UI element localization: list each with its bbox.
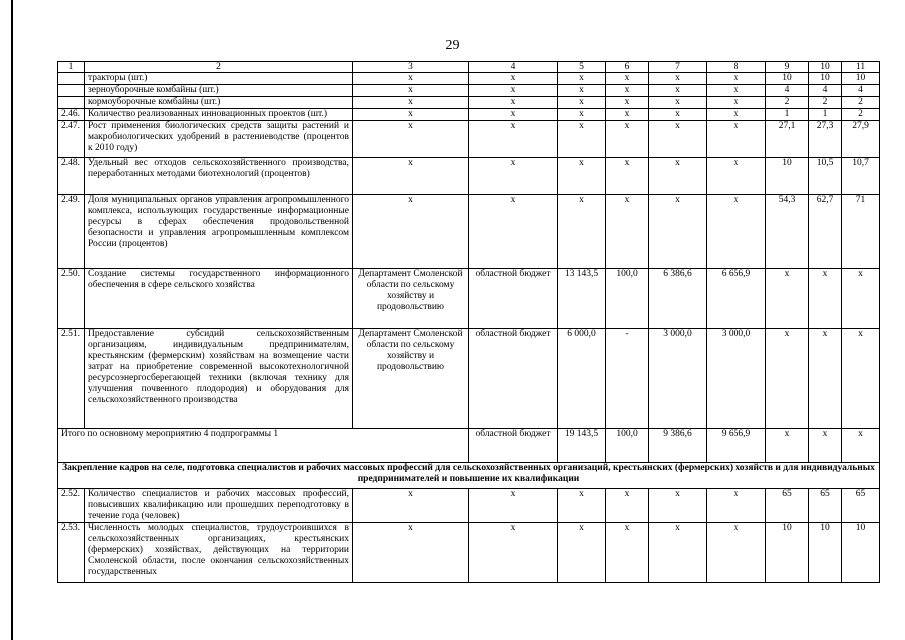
column-number: 3 bbox=[353, 62, 469, 73]
funding-source-cell: областной бюджет bbox=[469, 269, 558, 329]
funding-source-cell: x bbox=[469, 489, 558, 523]
total-amount-cell: x bbox=[558, 73, 606, 85]
indicator-name: Количество специалистов и рабочих массовых профессий, повысивших квалификацию или прошедших переподготовку в течение года (человек) bbox=[85, 489, 353, 523]
value-2018-cell: 54,3 bbox=[766, 195, 809, 269]
row-number: 2.52. bbox=[58, 489, 85, 523]
total-amount-cell: x bbox=[558, 97, 606, 109]
total-amount-cell: x bbox=[558, 195, 606, 269]
table-row bbox=[58, 109, 880, 121]
share-cell: x bbox=[606, 73, 649, 85]
column-number: 4 bbox=[469, 62, 558, 73]
total-total-amount-cell: 19 143,5 bbox=[558, 429, 606, 463]
year-2015-cell: 3 000,0 bbox=[649, 329, 707, 429]
indicator-name: зерноуборочные комбайны (шт.) bbox=[85, 85, 353, 97]
value-2018-cell: 65 bbox=[766, 489, 809, 523]
table-row bbox=[58, 523, 880, 583]
value-2018-cell: 10 bbox=[766, 523, 809, 583]
share-cell: 100,0 bbox=[606, 269, 649, 329]
table-row bbox=[58, 269, 880, 329]
indicator-name: Количество реализованных инновационных проектов (шт.) bbox=[85, 109, 353, 121]
total-value-2020-cell: x bbox=[842, 429, 880, 463]
executor-cell: x bbox=[353, 85, 469, 97]
share-cell: x bbox=[606, 97, 649, 109]
year-2015-cell: x bbox=[649, 489, 707, 523]
executor-cell: Департамент Смоленской области по сельскому хозяйству и продовольствию bbox=[353, 269, 469, 329]
column-number: 9 bbox=[766, 62, 809, 73]
row-number: 2.46. bbox=[58, 109, 85, 121]
funding-source-cell: x bbox=[469, 73, 558, 85]
share-cell: x bbox=[606, 489, 649, 523]
value-2020-cell: 4 bbox=[842, 85, 880, 97]
total-amount-cell: x bbox=[558, 523, 606, 583]
value-2020-cell: x bbox=[842, 269, 880, 329]
value-2018-cell: 10 bbox=[766, 73, 809, 85]
indicator-name: Создание системы государственного информационного обеспечения в сфере сельского хозяйства bbox=[85, 269, 353, 329]
year-2015-cell: x bbox=[649, 121, 707, 158]
share-cell: x bbox=[606, 121, 649, 158]
total-year-2015-cell: 9 386,6 bbox=[649, 429, 707, 463]
funding-source-cell: x bbox=[469, 158, 558, 195]
total-year-2016-cell: 9 656,9 bbox=[707, 429, 766, 463]
value-2020-cell: x bbox=[842, 329, 880, 429]
indicator-name: Рост применения биологических средств защиты растений и макробиологических удобрений в растениеводстве (процентов к 2010 году) bbox=[85, 121, 353, 158]
table-row bbox=[58, 195, 880, 269]
indicator-name: тракторы (шт.) bbox=[85, 73, 353, 85]
row-number: 2.50. bbox=[58, 269, 85, 329]
year-2015-cell: x bbox=[649, 97, 707, 109]
year-2015-cell: 6 386,6 bbox=[649, 269, 707, 329]
value-2019-cell: 27,3 bbox=[809, 121, 842, 158]
year-2016-cell: x bbox=[707, 523, 766, 583]
indicator-name: Предоставление субсидий сельскохозяйственным организациям, индивидуальным предпринимателям, крестьянским (фермерским) хозяйствам на возмещение части затрат на приобретение современной высокотехнологичной ресурсоэнергосберегающей техники (включая технику для улучшения почвенного плодородия) и оборудования для сельскохозяйственного производства bbox=[85, 329, 353, 429]
funding-source-cell: x bbox=[469, 109, 558, 121]
total-amount-cell: x bbox=[558, 489, 606, 523]
indicator-name: кормоуборочные комбайны (шт.) bbox=[85, 97, 353, 109]
value-2019-cell: 10 bbox=[809, 523, 842, 583]
value-2020-cell: 2 bbox=[842, 97, 880, 109]
value-2019-cell: 62,7 bbox=[809, 195, 842, 269]
executor-cell: x bbox=[353, 73, 469, 85]
program-table bbox=[57, 61, 880, 583]
value-2020-cell: 71 bbox=[842, 195, 880, 269]
share-cell: - bbox=[606, 329, 649, 429]
funding-source-cell: x bbox=[469, 85, 558, 97]
column-number: 8 bbox=[707, 62, 766, 73]
executor-cell: x bbox=[353, 109, 469, 121]
value-2018-cell: 10 bbox=[766, 158, 809, 195]
total-amount-cell: x bbox=[558, 85, 606, 97]
value-2018-cell: x bbox=[766, 269, 809, 329]
column-number-row bbox=[58, 62, 880, 73]
column-number: 11 bbox=[842, 62, 880, 73]
value-2020-cell: 10 bbox=[842, 523, 880, 583]
value-2019-cell: x bbox=[809, 329, 842, 429]
year-2016-cell: x bbox=[707, 85, 766, 97]
value-2019-cell: 1 bbox=[809, 109, 842, 121]
year-2015-cell: x bbox=[649, 73, 707, 85]
indicator-name: Удельный вес отходов сельскохозяйственного производства, переработанных методами биотехнологий (процентов) bbox=[85, 158, 353, 195]
table-body bbox=[58, 62, 880, 583]
page-left-edge-line bbox=[11, 0, 13, 640]
value-2018-cell: 2 bbox=[766, 97, 809, 109]
value-2019-cell: 65 bbox=[809, 489, 842, 523]
total-amount-cell: x bbox=[558, 109, 606, 121]
value-2019-cell: 2 bbox=[809, 97, 842, 109]
row-number: 2.48. bbox=[58, 158, 85, 195]
indicator-name: Доля муниципальных органов управления агропромышленного комплекса, использующих государственные информационные ресурсы в сферах обеспечения продовольственной безопасности и управления агропромышленным комплексом России (процентов) bbox=[85, 195, 353, 269]
table-row bbox=[58, 158, 880, 195]
year-2016-cell: x bbox=[707, 158, 766, 195]
row-number bbox=[58, 85, 85, 97]
row-number: 2.53. bbox=[58, 523, 85, 583]
value-2019-cell: 10 bbox=[809, 73, 842, 85]
total-row bbox=[58, 429, 880, 463]
year-2016-cell: 6 656,9 bbox=[707, 269, 766, 329]
value-2020-cell: 27,9 bbox=[842, 121, 880, 158]
year-2015-cell: x bbox=[649, 109, 707, 121]
executor-cell: x bbox=[353, 97, 469, 109]
funding-source-cell: x bbox=[469, 97, 558, 109]
total-label: Итого по основному мероприятию 4 подпрограммы 1 bbox=[58, 429, 469, 463]
year-2015-cell: x bbox=[649, 85, 707, 97]
year-2016-cell: x bbox=[707, 121, 766, 158]
row-number bbox=[58, 73, 85, 85]
value-2019-cell: 10,5 bbox=[809, 158, 842, 195]
value-2018-cell: 1 bbox=[766, 109, 809, 121]
share-cell: x bbox=[606, 109, 649, 121]
table-row bbox=[58, 73, 880, 85]
value-2020-cell: 2 bbox=[842, 109, 880, 121]
column-number: 5 bbox=[558, 62, 606, 73]
table-row bbox=[58, 121, 880, 158]
column-number: 6 bbox=[606, 62, 649, 73]
row-number bbox=[58, 97, 85, 109]
share-cell: x bbox=[606, 85, 649, 97]
share-cell: x bbox=[606, 523, 649, 583]
executor-cell: x bbox=[353, 195, 469, 269]
value-2019-cell: x bbox=[809, 269, 842, 329]
table-row bbox=[58, 97, 880, 109]
column-number: 7 bbox=[649, 62, 707, 73]
page-number: 29 bbox=[445, 38, 460, 53]
table-row bbox=[58, 489, 880, 523]
table-row bbox=[58, 85, 880, 97]
total-amount-cell: 6 000,0 bbox=[558, 329, 606, 429]
executor-cell: x bbox=[353, 121, 469, 158]
year-2016-cell: x bbox=[707, 109, 766, 121]
executor-cell: x bbox=[353, 489, 469, 523]
value-2020-cell: 65 bbox=[842, 489, 880, 523]
total-value-2018-cell: x bbox=[766, 429, 809, 463]
funding-source-cell: x bbox=[469, 121, 558, 158]
total-value-2019-cell: x bbox=[809, 429, 842, 463]
share-cell: x bbox=[606, 158, 649, 195]
funding-source-cell: областной бюджет bbox=[469, 329, 558, 429]
row-number: 2.51. bbox=[58, 329, 85, 429]
total-share-cell: 100,0 bbox=[606, 429, 649, 463]
total-amount-cell: 13 143,5 bbox=[558, 269, 606, 329]
column-number: 1 bbox=[58, 62, 85, 73]
total-amount-cell: x bbox=[558, 158, 606, 195]
row-number: 2.49. bbox=[58, 195, 85, 269]
total-funding-source-cell: областной бюджет bbox=[469, 429, 558, 463]
executor-cell: x bbox=[353, 158, 469, 195]
total-amount-cell: x bbox=[558, 121, 606, 158]
funding-source-cell: x bbox=[469, 523, 558, 583]
column-number: 2 bbox=[85, 62, 353, 73]
section-row bbox=[58, 463, 880, 489]
value-2018-cell: 4 bbox=[766, 85, 809, 97]
funding-source-cell: x bbox=[469, 195, 558, 269]
year-2016-cell: x bbox=[707, 195, 766, 269]
value-2018-cell: 27,1 bbox=[766, 121, 809, 158]
year-2015-cell: x bbox=[649, 158, 707, 195]
year-2016-cell: 3 000,0 bbox=[707, 329, 766, 429]
section-title: Закрепление кадров на селе, подготовка специалистов и рабочих массовых профессий для сельскохозяйственных организаций, крестьянских (фермерских) хозяйств и для индивидуальных предпринимателей и повышение их квалификации bbox=[58, 463, 880, 489]
year-2016-cell: x bbox=[707, 489, 766, 523]
share-cell: x bbox=[606, 195, 649, 269]
value-2020-cell: 10,7 bbox=[842, 158, 880, 195]
executor-cell: Департамент Смоленской области по сельскому хозяйству и продовольствию bbox=[353, 329, 469, 429]
value-2020-cell: 10 bbox=[842, 73, 880, 85]
row-number: 2.47. bbox=[58, 121, 85, 158]
executor-cell: x bbox=[353, 523, 469, 583]
year-2015-cell: x bbox=[649, 195, 707, 269]
table-row bbox=[58, 329, 880, 429]
value-2018-cell: x bbox=[766, 329, 809, 429]
year-2016-cell: x bbox=[707, 73, 766, 85]
indicator-name: Численность молодых специалистов, трудоустроившихся в сельскохозяйственных организациях, крестьянских (фермерских) хозяйствах, действующих на территории Смоленской области, после окончания сельскохозяйственных государственных bbox=[85, 523, 353, 583]
value-2019-cell: 4 bbox=[809, 85, 842, 97]
year-2015-cell: x bbox=[649, 523, 707, 583]
year-2016-cell: x bbox=[707, 97, 766, 109]
column-number: 10 bbox=[809, 62, 842, 73]
